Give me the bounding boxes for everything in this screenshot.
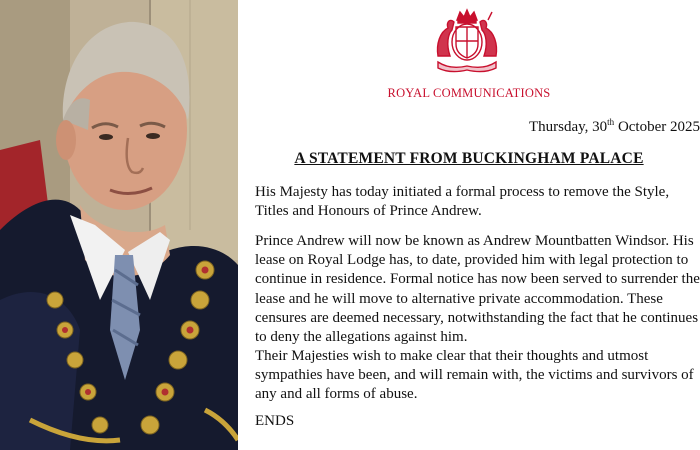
royal-coat-of-arms-icon	[430, 8, 504, 74]
date-month-year: October 2025	[614, 119, 700, 135]
statement-heading: A STATEMENT FROM BUCKINGHAM PALACE	[294, 150, 644, 167]
statement-date	[529, 117, 700, 136]
date-suffix: th	[607, 117, 615, 127]
portrait-illustration	[0, 0, 238, 450]
portrait-photo	[0, 0, 238, 450]
statement-document	[238, 0, 700, 450]
statement-paragraph-3: Their Majesties wish to make clear that their thoughts and utmost sympathies have been, and will remain with, the victims and survivors of any and all forms of abuse.	[255, 348, 694, 403]
date-day: Thursday, 30	[528, 119, 608, 135]
statement-paragraph-2: Prince Andrew will now be known as Andrew Mountbatten Windsor. His lease on Royal Lodge has, to date, provided him with legal protection to continue in residence. Formal notice has now been served to surrender the lease and he will move to alternative private accommodation. These censures are deemed necessary, notwithstanding the fact that he continues to deny the allegations against him.	[255, 233, 700, 346]
statement-closing: ENDS	[255, 413, 295, 429]
organisation-name: ROYAL COMMUNICATIONS	[387, 86, 551, 100]
statement-paragraph-1: His Majesty has today initiated a formal process to remove the Style, Titles and Honours of Prince Andrew.	[255, 184, 670, 220]
